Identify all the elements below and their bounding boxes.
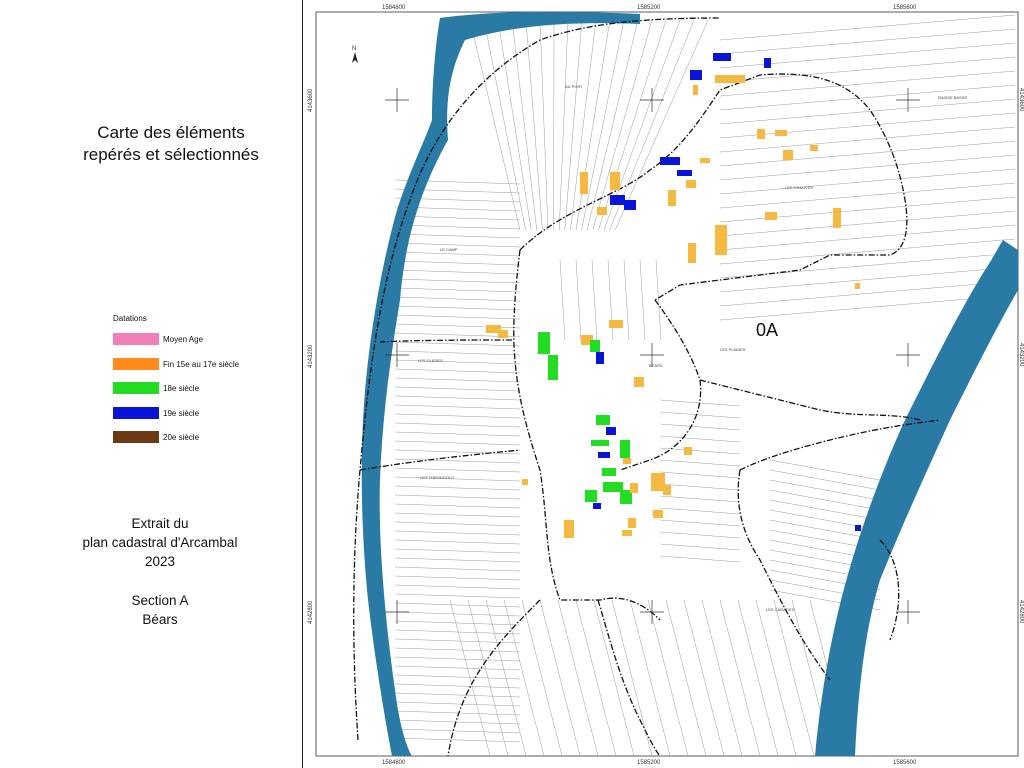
caption-extract: [0, 514, 320, 571]
place-name: LES CARATIES: [766, 607, 795, 612]
building: [522, 479, 528, 485]
easting-bottom-3: 1585600: [893, 760, 917, 766]
building: [628, 518, 636, 528]
legend-item-18e: [113, 381, 199, 395]
left-panel: [0, 0, 302, 768]
building: [783, 150, 793, 160]
building: [634, 377, 644, 387]
map-canvas[interactable]: [303, 0, 1024, 768]
building: [765, 212, 777, 220]
building: [623, 458, 631, 464]
legend-label: 18e siècle: [163, 383, 200, 393]
building: [610, 172, 620, 190]
building: [688, 243, 696, 263]
building: [624, 200, 636, 210]
building: [686, 180, 696, 188]
building: [564, 520, 574, 538]
caption-line: plan cadastral d'Arcambal: [82, 535, 238, 550]
legend-item-19e: [113, 406, 199, 420]
building: [598, 452, 610, 458]
building: [620, 440, 630, 458]
building: [622, 530, 632, 536]
caption-line: Béars: [142, 612, 178, 627]
building: [775, 130, 787, 136]
northing-left-3: 4142800: [308, 600, 314, 624]
northing-right-1: 4143600: [1018, 88, 1024, 112]
caption-line: Extrait du: [131, 516, 189, 531]
building: [590, 340, 600, 352]
easting-top-3: 1585600: [893, 5, 917, 11]
legend-swatch: [113, 382, 159, 394]
building: [677, 170, 692, 176]
easting-top-2: 1585200: [637, 5, 661, 11]
legend-label: Fin 15e au 17e siècle: [163, 359, 240, 369]
building: [580, 172, 588, 194]
building: [855, 525, 861, 531]
cadastral-map[interactable]: [303, 0, 1024, 768]
legend-title: Datations: [113, 314, 147, 323]
building: [715, 75, 745, 83]
building: [591, 440, 609, 446]
building: [606, 427, 616, 435]
map-title-line-2: repérés et sélectionnés: [83, 145, 259, 164]
place-name: LES PLAINES: [720, 347, 746, 352]
easting-bottom-2: 1585200: [637, 760, 661, 766]
legend-swatch: [113, 431, 159, 443]
building: [700, 158, 710, 163]
map-frame: [316, 12, 1018, 756]
map-title: [0, 122, 342, 166]
building: [810, 145, 818, 151]
building: [693, 85, 698, 95]
legend-label: Moyen Age: [163, 334, 204, 344]
building: [764, 58, 771, 68]
northing-left-2: 4143200: [308, 344, 314, 368]
place-name: AU PORT: [565, 84, 583, 89]
northing-left-1: 4143600: [308, 88, 314, 112]
northing-right-2: 4143200: [1018, 343, 1024, 367]
building: [630, 483, 638, 493]
building: [609, 320, 623, 328]
place-name: RAISSE BASSE: [938, 95, 968, 100]
north-label: N: [352, 46, 357, 52]
caption-line: 2023: [144, 554, 176, 569]
building: [653, 510, 663, 518]
caption-line: Section A: [131, 593, 189, 608]
legend-label: 19e siècle: [163, 408, 200, 418]
northing-right-3: 4142800: [1018, 600, 1024, 624]
building: [663, 485, 671, 495]
place-name: LE CAMP: [440, 247, 458, 252]
legend-label: 20e siècle: [163, 432, 200, 442]
building: [602, 468, 616, 476]
building: [684, 447, 692, 455]
building: [585, 490, 597, 502]
building: [757, 129, 765, 139]
building: [660, 157, 680, 165]
legend-swatch: [113, 333, 159, 345]
building: [597, 207, 607, 215]
building: [498, 330, 508, 338]
building: [610, 195, 625, 205]
building: [715, 225, 727, 255]
building: [668, 190, 676, 206]
building: [690, 70, 702, 80]
place-name: LES THRONGOLS: [420, 475, 454, 480]
building: [713, 53, 731, 61]
place-name: LES CHAUVES: [785, 185, 814, 190]
section-label: 0A: [756, 320, 779, 340]
legend-item-moyen-age: [113, 332, 203, 346]
building: [855, 283, 860, 289]
legend-swatch: [113, 358, 159, 370]
legend-item-15e-17e: [113, 357, 239, 371]
legend-item-20e: [113, 430, 199, 444]
building: [593, 503, 601, 509]
building: [538, 332, 550, 354]
easting-bottom-1: 1584800: [382, 760, 406, 766]
legend-swatch: [113, 407, 159, 419]
building: [548, 355, 558, 380]
building: [833, 208, 841, 228]
map-title-line-1: Carte des éléments: [97, 123, 245, 142]
building: [596, 415, 610, 425]
building: [596, 352, 604, 364]
building: [651, 473, 665, 491]
place-name: LES CLEDES: [418, 358, 443, 363]
easting-top-1: 1584800: [382, 5, 406, 11]
place-name: BEARS: [649, 363, 663, 368]
caption-section: [0, 591, 320, 629]
